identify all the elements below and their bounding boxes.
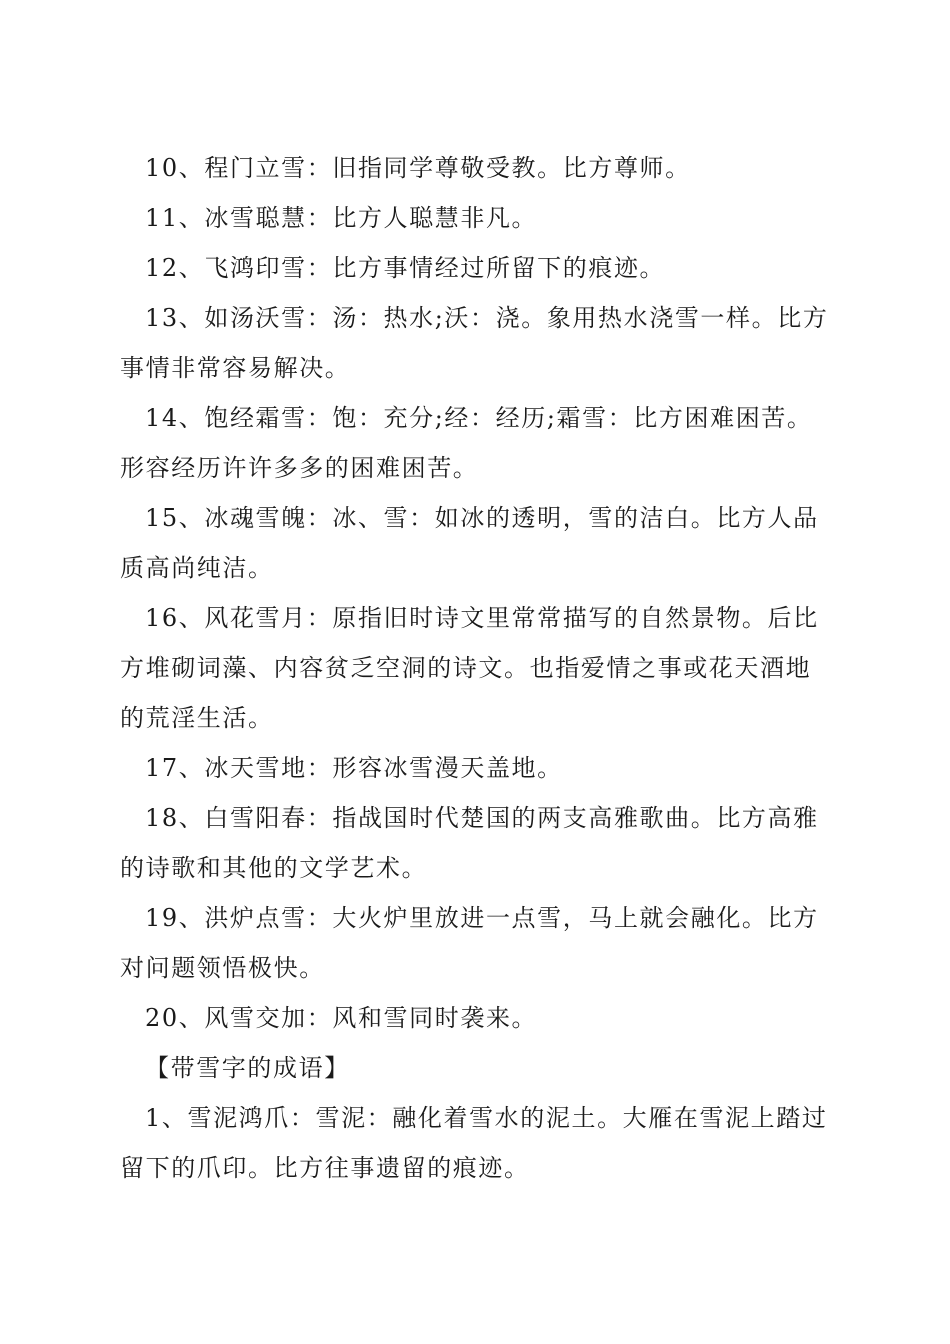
idiom-paragraph-18: 18、白雪阳春：指战国时代楚国的两支高雅歌曲。比方高雅的诗歌和其他的文学艺术。: [120, 804, 819, 882]
idiom-paragraph-12: 12、飞鸿印雪：比方事情经过所留下的痕迹。: [145, 254, 666, 282]
idiom-paragraph-16: 16、风花雪月：原指旧时诗文里常常描写的自然景物。后比方堆砌词藻、内容贫乏空洞的诗文。也指爱情之事或花天酒地的荒淫生活。: [120, 604, 819, 732]
idiom-paragraph-20: 20、风雪交加：风和雪同时袭来。: [145, 1004, 538, 1032]
idiom-paragraph-11: 11、冰雪聪慧：比方人聪慧非凡。: [145, 204, 538, 232]
idiom-paragraph-10: 10、程门立雪：旧指同学尊敬受教。比方尊师。: [145, 154, 691, 182]
idiom-paragraph-14: 14、饱经霜雪：饱：充分;经：经历;霜雪：比方困难困苦。形容经历许许多多的困难困苦。: [120, 404, 813, 482]
section-heading: 【带雪字的成语】: [145, 1054, 350, 1082]
idiom-paragraph-1: 1、雪泥鸿爪：雪泥：融化着雪水的泥土。大雁在雪泥上踏过留下的爪印。比方往事遗留的痕迹。: [120, 1104, 828, 1182]
idiom-paragraph-13: 13、如汤沃雪：汤：热水;沃：浇。象用热水浇雪一样。比方事情非常容易解决。: [120, 304, 829, 382]
idiom-paragraph-19: 19、洪炉点雪：大火炉里放进一点雪，马上就会融化。比方对问题领悟极快。: [120, 904, 819, 982]
idiom-paragraph-17: 17、冰天雪地：形容冰雪漫天盖地。: [145, 754, 563, 782]
idiom-paragraph-15: 15、冰魂雪魄：冰、雪：如冰的透明，雪的洁白。比方人品质高尚纯洁。: [120, 504, 819, 582]
